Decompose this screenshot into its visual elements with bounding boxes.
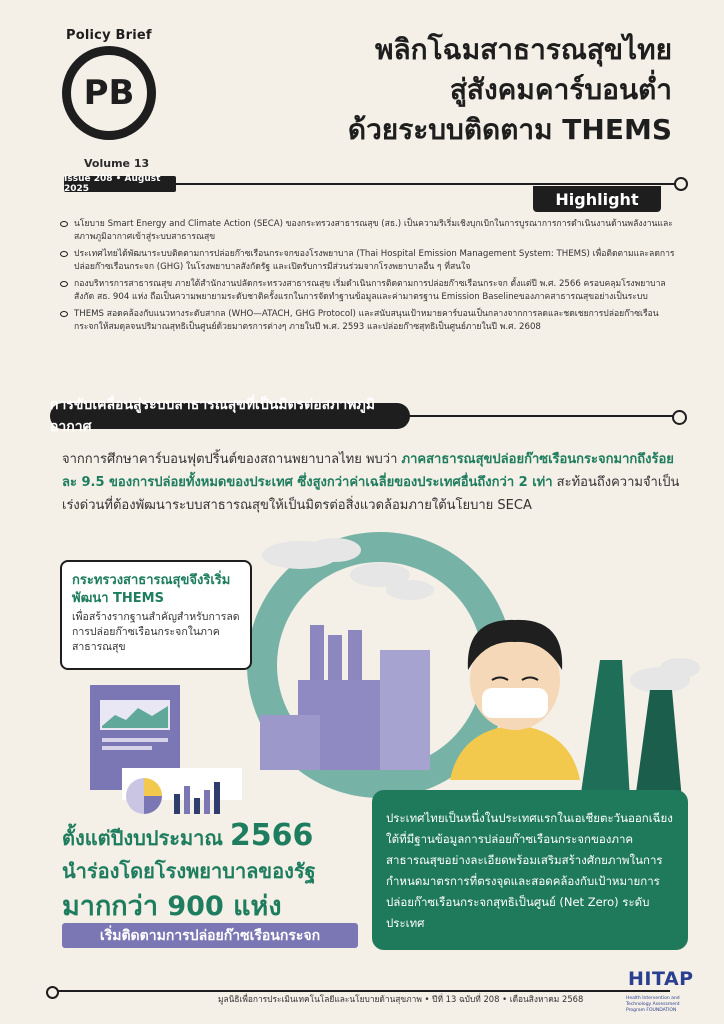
section-divider-dot bbox=[672, 410, 687, 425]
bullet-text: ประเทศไทยได้พัฒนาระบบติดตามการปล่อยก๊าซเรือนกระจกของโรงพยาบาล (Thai Hospital Emission Management System: THEMS) เพื่อติดตามและลดการปล่อยก๊าซเรือนกระจก (GHG) ในโรงพยาบาลสังกัดรัฐ และเปิดรับการมีส่วนร่วมจากโรงพยาบาลอื่น ๆ ที่สนใจ bbox=[74, 249, 675, 272]
footer-text: มูลนิธิเพื่อการประเมินเทคโนโลยีและนโยบายด้านสุขภาพ • ปีที่ 13 ฉบับที่ 208 • เดือนสิงหาคม 2568 bbox=[218, 994, 584, 1004]
pb-logo: PB bbox=[62, 46, 156, 140]
list-item bbox=[60, 308, 678, 334]
thems-body: เพื่อสร้างรากฐานสำคัญสำหรับการลดการปล่อยก๊าซเรือนกระจกในภาคสาธารณสุข bbox=[72, 611, 240, 653]
hitap-logo-sub: Health Intervention and Technology Assessment Program FOUNDATION bbox=[626, 996, 680, 1013]
stat-line-2: นำร่องโดยโรงพยาบาลของรัฐ bbox=[62, 859, 316, 883]
hitap-logo: HITAP bbox=[628, 968, 694, 990]
thems-heading: กระทรวงสาธารณสุขจึงริเริ่มพัฒนา THEMS bbox=[72, 573, 231, 606]
title-line-3: ด้วยระบบติดตาม THEMS bbox=[347, 113, 672, 146]
issue-badge: Issue 208 • August 2025 bbox=[64, 176, 176, 192]
stat-line-3: มากกว่า 900 แห่ง bbox=[62, 891, 282, 922]
bullet-text: กองบริหารการสาธารณสุข ภายใต้สำนักงานปลัดกระทรวงสาธารณสุข เริ่มดำเนินการติดตามการปล่อยก๊าซเรือนกระจก ตั้งแต่ปี พ.ศ. 2566 ครอบคลุมโรงพยาบาลสังกัด สธ. 904 แห่ง ถือเป็นความพยายามระดับชาติครั้งแรกในการจัดทำฐานข้อมูลและค่ามาตรฐาน Emission Baselineของภาคสาธารณสุขอย่างเป็นระบบ bbox=[74, 279, 666, 302]
divider-line bbox=[176, 183, 680, 185]
bullet-icon bbox=[60, 281, 68, 287]
section-title: การขับเคลื่อนสู่ระบบสาธารณสุขที่เป็นมิตรต่อสภาพภูมิอากาศ bbox=[50, 403, 410, 429]
bullet-text: THEMS สอดคล้องกับแนวทางระดับสากล (WHO—ATACH, GHG Protocol) และสนับสนุนเป้าหมายคาร์บอนเป็นกลางจากการลดและชดเชยการปล่อยก๊าซเรือนกระจกให้สมดุลจนปริมาณสุทธิเป็นศูนย์ด้วยมาตรการต่างๆ ภายในปี พ.ศ. 2593 และปล่อยก๊าซสุทธิเป็นศูนย์ภายในปี พ.ศ. 2608 bbox=[74, 309, 659, 332]
list-item bbox=[60, 218, 678, 244]
intro-text-1: จากการศึกษาคาร์บอนฟุตปริ้นต์ของสถานพยาบาลไทย พบว่า bbox=[62, 452, 402, 467]
stats-chart-icon bbox=[122, 768, 242, 818]
title-line-2: สู่สังคมคาร์บอนต่ำ bbox=[449, 73, 672, 106]
intro-text-2: สะท้อนถึงความจำเป็นเร่งด่วนที่ต้องพัฒนาระบบสาธารณสุขให้เป็นมิตรต่อสิ่งแวดล้อมภายใต้นโยบาย SECA bbox=[62, 475, 680, 513]
highlight-list bbox=[60, 218, 678, 338]
highlight-badge: Highlight bbox=[533, 186, 661, 212]
page-title bbox=[348, 30, 672, 150]
divider-dot bbox=[674, 177, 688, 191]
masked-person-icon bbox=[450, 620, 580, 780]
brand-label: Policy Brief bbox=[66, 28, 152, 43]
stat-line-1 bbox=[62, 818, 313, 854]
stat-prefix: ตั้งแต่ปีงบประมาณ bbox=[62, 826, 230, 850]
footer-divider-dot bbox=[46, 986, 59, 999]
intro-highlight: ภาคสาธารณสุขปล่อยก๊าซเรือนกระจกมากถึงร้อยละ 9.5 ของการปล่อยทั้งหมดของประเทศ ซึ่งสูงกว่าค่าเฉลี่ยของประเทศอื่นถึงกว่า 2 เท่า bbox=[62, 452, 674, 490]
bullet-icon bbox=[60, 251, 68, 257]
thems-callout bbox=[60, 560, 252, 670]
list-item bbox=[60, 278, 678, 304]
stat-year: 2566 bbox=[229, 818, 314, 853]
factory-icon bbox=[260, 625, 430, 770]
volume-label: Volume 13 bbox=[84, 157, 150, 170]
intro-paragraph bbox=[62, 448, 680, 517]
list-item bbox=[60, 248, 678, 274]
bullet-icon bbox=[60, 221, 68, 227]
bullet-text: นโยบาย Smart Energy and Climate Action (SECA) ของกระทรวงสาธารณสุข (สธ.) เป็นความริเริ่มเชิงบุกเบิกในการบูรณาการการดำเนินงานด้านพลังงานและสภาพภูมิอากาศเข้าสู่ระบบสาธารณสุข bbox=[74, 219, 673, 242]
bullet-icon bbox=[60, 311, 68, 317]
title-line-1: พลิกโฉมสาธารณสุขไทย bbox=[375, 33, 672, 66]
stat-badge: เริ่มติดตามการปล่อยก๊าซเรือนกระจก bbox=[62, 923, 358, 948]
green-callout: ประเทศไทยเป็นหนึ่งในประเทศแรกในเอเชียตะวันออกเฉียงใต้ที่มีฐานข้อมูลการปล่อยก๊าซเรือนกระจกของภาคสาธารณสุขอย่างละเอียดพร้อมเสริมสร้างศักยภาพในการกำหนดมาตรการที่ตรงจุดและสอดคล้องกับเป้าหมายการปล่อยก๊าซเรือนกระจกสุทธิเป็นศูนย์ (Net Zero) ระดับประเทศ bbox=[372, 790, 688, 950]
